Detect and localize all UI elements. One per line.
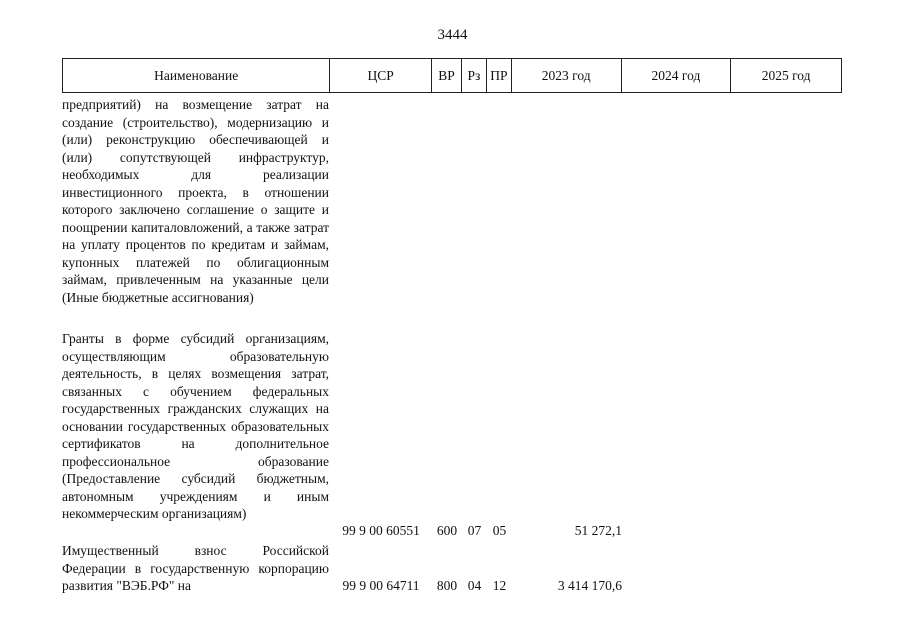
header-year-2025: 2025 год xyxy=(761,67,811,83)
header-year-2023: 2023 год xyxy=(512,59,622,92)
row-name: Гранты в форме субсидий организациям, осуществляющим образовательную деятельность, в целях возмещения затрат, связанных с обучением федеральных государственных гражданских служащих на основании государственных образовательных сертификатов на дополнительное профессиональное образование (Предоставление субсидий бюджетным, автономным учреждениям и иным некоммерческим организациям) xyxy=(62,331,329,521)
row-pr: 05 xyxy=(492,523,507,538)
row-rz: 07 xyxy=(467,523,482,538)
row-vr: 600 xyxy=(436,523,458,538)
header-year-2024: 2024 год xyxy=(622,59,732,92)
page-number: 3444 xyxy=(437,27,468,43)
row-csr: 99 9 00 64711 xyxy=(342,578,420,593)
header-name: Наименование xyxy=(63,59,330,92)
header-pr: ПР xyxy=(487,59,512,92)
row-rz: 04 xyxy=(467,578,482,593)
row-vr: 800 xyxy=(436,578,458,593)
header-vr: ВР xyxy=(432,59,462,92)
header-rz: Рз xyxy=(462,59,487,92)
row-amount-2023: 51 272,1 xyxy=(574,523,622,538)
row-name: Имущественный взнос Российской Федерации в государственную корпорацию развития "ВЭБ.РФ" на xyxy=(62,543,329,593)
row-csr: 99 9 00 60551 xyxy=(342,523,420,538)
header-csr: ЦСР xyxy=(330,59,432,92)
table-header xyxy=(62,58,842,93)
row-name: предприятий) на возмещение затрат на создание (строительство), модернизацию и (или) реконструкцию обеспечивающей и (или) сопутствующей инфраструктур, необходимых для реализации инвестиционного проекта, в отношении которого заключено соглашение о защите и поощрении капиталовложений, а также затрат на уплату процентов по кредитам и займам, купонных платежей по облигационным займам, привлеченным на указанные цели (Иные бюджетные ассигнования) xyxy=(62,97,329,305)
row-pr: 12 xyxy=(492,578,507,593)
row-amount-2023: 3 414 170,6 xyxy=(557,578,622,593)
